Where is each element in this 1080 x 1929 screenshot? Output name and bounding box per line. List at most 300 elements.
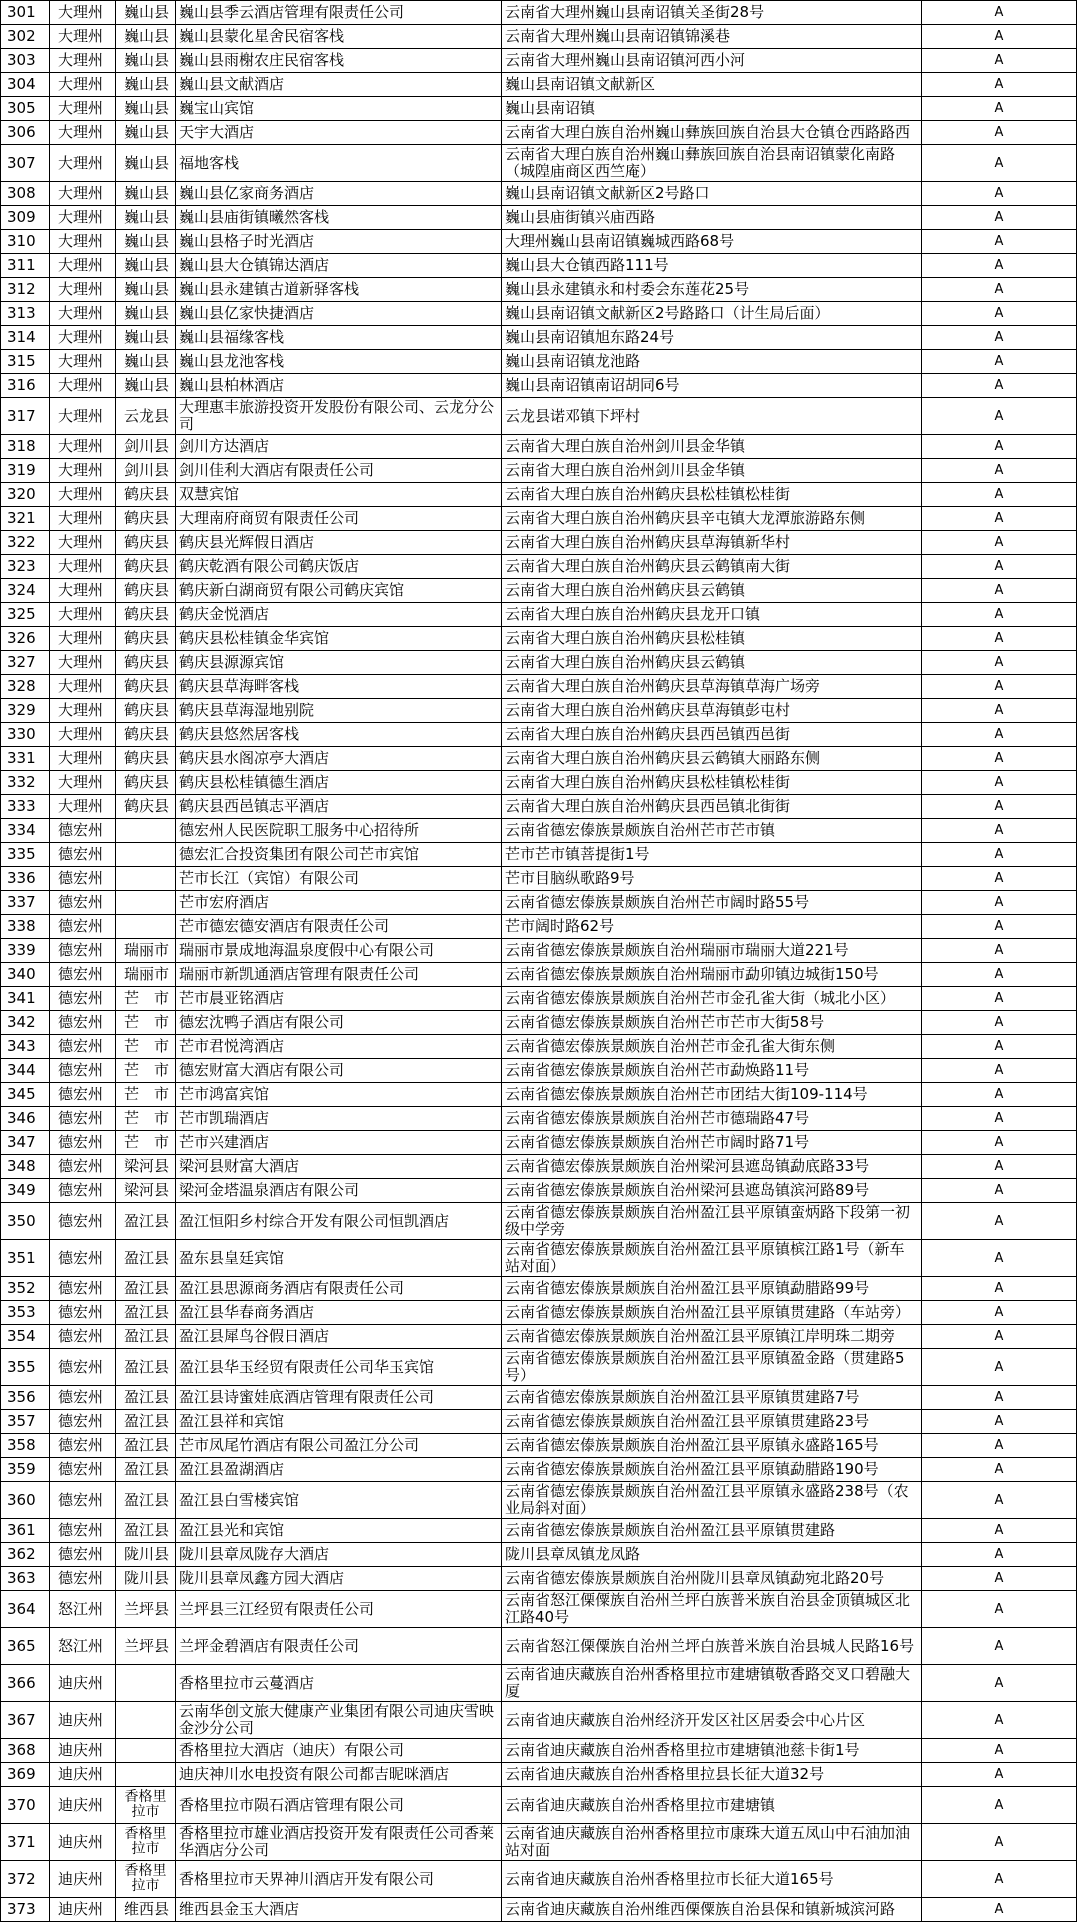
level-cell: A bbox=[922, 1035, 1077, 1059]
row-number: 334 bbox=[1, 819, 50, 843]
row-number: 309 bbox=[1, 206, 50, 230]
address-cell: 巍山县大仓镇西路111号 bbox=[502, 254, 922, 278]
table-row bbox=[1, 1131, 1077, 1155]
address-cell: 云南省大理白族自治州巍山彝族回族自治县南诏镇蒙化南路（城隍庙商区西竺庵） bbox=[502, 145, 922, 182]
level-cell: A bbox=[922, 1458, 1077, 1482]
table-row bbox=[1, 350, 1077, 374]
row-number: 325 bbox=[1, 603, 50, 627]
level-cell: A bbox=[922, 254, 1077, 278]
county-cell: 盈江县 bbox=[116, 1410, 176, 1434]
table-row bbox=[1, 1702, 1077, 1739]
address-cell: 云南省德宏傣族景颇族自治州盈江县平原镇盈金路（贯建路5号） bbox=[502, 1349, 922, 1386]
level-cell: A bbox=[922, 651, 1077, 675]
row-number: 321 bbox=[1, 507, 50, 531]
row-number: 316 bbox=[1, 374, 50, 398]
level-cell: A bbox=[922, 987, 1077, 1011]
county-cell: 鹤庆县 bbox=[116, 507, 176, 531]
county-cell bbox=[116, 1763, 176, 1787]
row-number: 362 bbox=[1, 1543, 50, 1567]
table-row bbox=[1, 1035, 1077, 1059]
level-cell: A bbox=[922, 483, 1077, 507]
county-cell: 鹤庆县 bbox=[116, 771, 176, 795]
address-cell: 云南省大理白族自治州鹤庆县西邑镇西邑街 bbox=[502, 723, 922, 747]
address-cell: 云南省德宏傣族景颇族自治州芒市团结大街109-114号 bbox=[502, 1083, 922, 1107]
county-cell: 盈江县 bbox=[116, 1325, 176, 1349]
county-cell: 盈江县 bbox=[116, 1519, 176, 1543]
level-cell: A bbox=[922, 1179, 1077, 1203]
address-cell: 云南省德宏傣族景颇族自治州盈江县平原镇蛮炳路下段第一初级中学旁 bbox=[502, 1203, 922, 1240]
county-cell: 巍山县 bbox=[116, 73, 176, 97]
table-row bbox=[1, 1301, 1077, 1325]
row-number: 370 bbox=[1, 1787, 50, 1824]
table-row bbox=[1, 25, 1077, 49]
level-cell: A bbox=[922, 1824, 1077, 1861]
address-cell: 云南省德宏傣族景颇族自治州盈江县平原镇勐腊路190号 bbox=[502, 1458, 922, 1482]
level-cell: A bbox=[922, 819, 1077, 843]
table-row bbox=[1, 699, 1077, 723]
level-cell: A bbox=[922, 1787, 1077, 1824]
prefecture-cell: 大理州 bbox=[50, 254, 116, 278]
county-cell: 芒 市 bbox=[116, 987, 176, 1011]
hotel-name-cell: 巍山县文献酒店 bbox=[176, 73, 502, 97]
address-cell: 云南省大理白族自治州鹤庆县松桂镇松桂街 bbox=[502, 483, 922, 507]
row-number: 319 bbox=[1, 459, 50, 483]
level-cell: A bbox=[922, 350, 1077, 374]
address-cell: 云南省大理白族自治州鹤庆县草海镇新华村 bbox=[502, 531, 922, 555]
level-cell: A bbox=[922, 374, 1077, 398]
table-row bbox=[1, 254, 1077, 278]
row-number: 350 bbox=[1, 1203, 50, 1240]
table-row bbox=[1, 1763, 1077, 1787]
level-cell: A bbox=[922, 1083, 1077, 1107]
hotel-name-cell: 鹤庆县源源宾馆 bbox=[176, 651, 502, 675]
level-cell: A bbox=[922, 49, 1077, 73]
table-row bbox=[1, 987, 1077, 1011]
address-cell: 云南省德宏傣族景颇族自治州芒市阔时路71号 bbox=[502, 1131, 922, 1155]
address-cell: 云南省迪庆藏族自治州香格里拉县长征大道32号 bbox=[502, 1763, 922, 1787]
table-row bbox=[1, 206, 1077, 230]
row-number: 346 bbox=[1, 1107, 50, 1131]
address-cell: 巍山县南诏镇文献新区2号路口 bbox=[502, 182, 922, 206]
county-cell: 鹤庆县 bbox=[116, 483, 176, 507]
address-cell: 云南省大理白族自治州剑川县金华镇 bbox=[502, 435, 922, 459]
county-cell: 盈江县 bbox=[116, 1301, 176, 1325]
county-cell: 巍山县 bbox=[116, 350, 176, 374]
address-cell: 陇川县章凤镇龙凤路 bbox=[502, 1543, 922, 1567]
row-number: 347 bbox=[1, 1131, 50, 1155]
table-row bbox=[1, 326, 1077, 350]
address-cell: 云南省迪庆藏族自治州香格里拉市康珠大道五凤山中石油加油站对面 bbox=[502, 1824, 922, 1861]
level-cell: A bbox=[922, 939, 1077, 963]
address-cell: 云南省怒江傈僳族自治州兰坪白族普米族自治县城人民路16号 bbox=[502, 1628, 922, 1665]
prefecture-cell: 德宏州 bbox=[50, 1567, 116, 1591]
hotel-name-cell: 芒市兴建酒店 bbox=[176, 1131, 502, 1155]
table-row bbox=[1, 939, 1077, 963]
table-row bbox=[1, 555, 1077, 579]
level-cell: A bbox=[922, 1131, 1077, 1155]
row-number: 303 bbox=[1, 49, 50, 73]
table-row bbox=[1, 398, 1077, 435]
county-cell: 盈江县 bbox=[116, 1240, 176, 1277]
hotel-name-cell: 芒市长江（宾馆）有限公司 bbox=[176, 867, 502, 891]
hotel-name-cell: 天宇大酒店 bbox=[176, 121, 502, 145]
hotel-name-cell: 盈江县白雪楼宾馆 bbox=[176, 1482, 502, 1519]
level-cell: A bbox=[922, 1386, 1077, 1410]
county-cell: 鹤庆县 bbox=[116, 531, 176, 555]
county-cell bbox=[116, 1702, 176, 1739]
county-cell: 瑞丽市 bbox=[116, 939, 176, 963]
prefecture-cell: 大理州 bbox=[50, 435, 116, 459]
table-row bbox=[1, 1787, 1077, 1824]
table-row bbox=[1, 507, 1077, 531]
hotel-name-cell: 鹤庆县松桂镇金华宾馆 bbox=[176, 627, 502, 651]
county-cell: 芒 市 bbox=[116, 1059, 176, 1083]
prefecture-cell: 德宏州 bbox=[50, 1035, 116, 1059]
table-row bbox=[1, 1665, 1077, 1702]
level-cell: A bbox=[922, 1349, 1077, 1386]
prefecture-cell: 德宏州 bbox=[50, 1131, 116, 1155]
level-cell: A bbox=[922, 1011, 1077, 1035]
county-cell: 兰坪县 bbox=[116, 1628, 176, 1665]
table-row bbox=[1, 1277, 1077, 1301]
prefecture-cell: 大理州 bbox=[50, 278, 116, 302]
hotel-name-cell: 香格里拉市陨石酒店管理有限公司 bbox=[176, 1787, 502, 1824]
prefecture-cell: 迪庆州 bbox=[50, 1763, 116, 1787]
level-cell: A bbox=[922, 1665, 1077, 1702]
hotel-name-cell: 陇川县章凤鑫方园大酒店 bbox=[176, 1567, 502, 1591]
row-number: 308 bbox=[1, 182, 50, 206]
level-cell: A bbox=[922, 459, 1077, 483]
county-cell bbox=[116, 1665, 176, 1702]
prefecture-cell: 怒江州 bbox=[50, 1591, 116, 1628]
county-cell: 剑川县 bbox=[116, 435, 176, 459]
county-cell: 鹤庆县 bbox=[116, 579, 176, 603]
address-cell: 云南省大理白族自治州鹤庆县云鹤镇 bbox=[502, 579, 922, 603]
prefecture-cell: 大理州 bbox=[50, 747, 116, 771]
address-cell: 云南省迪庆藏族自治州香格里拉市建塘镇池慈卡街1号 bbox=[502, 1739, 922, 1763]
level-cell: A bbox=[922, 182, 1077, 206]
table-row bbox=[1, 1628, 1077, 1665]
table-row bbox=[1, 1349, 1077, 1386]
hotel-name-cell: 芒市宏府酒店 bbox=[176, 891, 502, 915]
address-cell: 云南省迪庆藏族自治州香格里拉市长征大道165号 bbox=[502, 1861, 922, 1898]
address-cell: 云南省迪庆藏族自治州经济开发区社区居委会中心片区 bbox=[502, 1702, 922, 1739]
county-cell: 瑞丽市 bbox=[116, 963, 176, 987]
address-cell: 云龙县诺邓镇下坪村 bbox=[502, 398, 922, 435]
prefecture-cell: 大理州 bbox=[50, 145, 116, 182]
row-number: 302 bbox=[1, 25, 50, 49]
hotel-name-cell: 梁河金塔温泉酒店有限公司 bbox=[176, 1179, 502, 1203]
county-cell: 巍山县 bbox=[116, 1, 176, 25]
row-number: 304 bbox=[1, 73, 50, 97]
hotel-name-cell: 巍宝山宾馆 bbox=[176, 97, 502, 121]
level-cell: A bbox=[922, 747, 1077, 771]
hotel-name-cell: 盈东县皇廷宾馆 bbox=[176, 1240, 502, 1277]
row-number: 336 bbox=[1, 867, 50, 891]
county-cell: 巍山县 bbox=[116, 182, 176, 206]
table-row bbox=[1, 121, 1077, 145]
county-cell: 巍山县 bbox=[116, 121, 176, 145]
county-cell: 鹤庆县 bbox=[116, 699, 176, 723]
row-number: 344 bbox=[1, 1059, 50, 1083]
table-row bbox=[1, 302, 1077, 326]
level-cell: A bbox=[922, 963, 1077, 987]
prefecture-cell: 大理州 bbox=[50, 182, 116, 206]
hotel-name-cell: 德宏财富大酒店有限公司 bbox=[176, 1059, 502, 1083]
prefecture-cell: 德宏州 bbox=[50, 987, 116, 1011]
row-number: 366 bbox=[1, 1665, 50, 1702]
table-row bbox=[1, 747, 1077, 771]
table-row bbox=[1, 230, 1077, 254]
hotel-name-cell: 瑞丽市景成地海温泉度假中心有限公司 bbox=[176, 939, 502, 963]
hotel-name-cell: 兰坪县三江经贸有限责任公司 bbox=[176, 1591, 502, 1628]
table-row bbox=[1, 1434, 1077, 1458]
prefecture-cell: 德宏州 bbox=[50, 1155, 116, 1179]
address-cell: 云南省德宏傣族景颇族自治州芒市金孔雀大街（城北小区） bbox=[502, 987, 922, 1011]
county-cell: 梁河县 bbox=[116, 1155, 176, 1179]
county-cell: 维西县 bbox=[116, 1898, 176, 1922]
county-cell: 兰坪县 bbox=[116, 1591, 176, 1628]
row-number: 340 bbox=[1, 963, 50, 987]
county-cell: 芒 市 bbox=[116, 1131, 176, 1155]
hotel-name-cell: 鹤庆县松桂镇德生酒店 bbox=[176, 771, 502, 795]
prefecture-cell: 德宏州 bbox=[50, 891, 116, 915]
address-cell: 云南省德宏傣族景颇族自治州梁河县遮岛镇勐底路33号 bbox=[502, 1155, 922, 1179]
address-cell: 巍山县南诏镇文献新区 bbox=[502, 73, 922, 97]
level-cell: A bbox=[922, 1277, 1077, 1301]
address-cell: 云南省德宏傣族景颇族自治州盈江县平原镇永盛路165号 bbox=[502, 1434, 922, 1458]
hotel-name-cell: 巍山县雨榭农庄民宿客栈 bbox=[176, 49, 502, 73]
county-cell bbox=[116, 915, 176, 939]
row-number: 310 bbox=[1, 230, 50, 254]
prefecture-cell: 德宏州 bbox=[50, 1301, 116, 1325]
hotel-name-cell: 鹤庆县草海畔客栈 bbox=[176, 675, 502, 699]
row-number: 343 bbox=[1, 1035, 50, 1059]
county-cell: 巍山县 bbox=[116, 302, 176, 326]
hotel-name-cell: 鹤庆县光辉假日酒店 bbox=[176, 531, 502, 555]
level-cell: A bbox=[922, 230, 1077, 254]
row-number: 333 bbox=[1, 795, 50, 819]
prefecture-cell: 大理州 bbox=[50, 49, 116, 73]
level-cell: A bbox=[922, 531, 1077, 555]
hotel-name-cell: 瑞丽市新凯通酒店管理有限责任公司 bbox=[176, 963, 502, 987]
county-cell bbox=[116, 819, 176, 843]
prefecture-cell: 大理州 bbox=[50, 230, 116, 254]
level-cell: A bbox=[922, 507, 1077, 531]
county-cell: 巍山县 bbox=[116, 374, 176, 398]
county-cell: 盈江县 bbox=[116, 1458, 176, 1482]
hotel-name-cell: 香格里拉市雄业酒店投资开发有限责任公司香莱华酒店分公司 bbox=[176, 1824, 502, 1861]
row-number: 318 bbox=[1, 435, 50, 459]
county-cell bbox=[116, 1739, 176, 1763]
level-cell: A bbox=[922, 1543, 1077, 1567]
row-number: 351 bbox=[1, 1240, 50, 1277]
address-cell: 云南省德宏傣族景颇族自治州盈江县平原镇贯建路 bbox=[502, 1519, 922, 1543]
address-cell: 云南省德宏傣族景颇族自治州瑞丽市勐卯镇边城街150号 bbox=[502, 963, 922, 987]
address-cell: 云南省德宏傣族景颇族自治州芒市德瑞路47号 bbox=[502, 1107, 922, 1131]
address-cell: 云南省德宏傣族景颇族自治州陇川县章凤镇勐宛北路20号 bbox=[502, 1567, 922, 1591]
prefecture-cell: 大理州 bbox=[50, 795, 116, 819]
county-cell: 鹤庆县 bbox=[116, 651, 176, 675]
level-cell: A bbox=[922, 1155, 1077, 1179]
row-number: 317 bbox=[1, 398, 50, 435]
prefecture-cell: 大理州 bbox=[50, 302, 116, 326]
prefecture-cell: 大理州 bbox=[50, 627, 116, 651]
hotel-name-cell: 巍山县亿家快捷酒店 bbox=[176, 302, 502, 326]
county-cell: 陇川县 bbox=[116, 1567, 176, 1591]
prefecture-cell: 大理州 bbox=[50, 97, 116, 121]
table-row bbox=[1, 1861, 1077, 1898]
hotel-name-cell: 香格里拉市云蔓酒店 bbox=[176, 1665, 502, 1702]
row-number: 322 bbox=[1, 531, 50, 555]
level-cell: A bbox=[922, 1519, 1077, 1543]
prefecture-cell: 大理州 bbox=[50, 25, 116, 49]
hotel-name-cell: 梁河县财富大酒店 bbox=[176, 1155, 502, 1179]
row-number: 332 bbox=[1, 771, 50, 795]
row-number: 341 bbox=[1, 987, 50, 1011]
county-cell: 巍山县 bbox=[116, 145, 176, 182]
level-cell: A bbox=[922, 1107, 1077, 1131]
level-cell: A bbox=[922, 891, 1077, 915]
level-cell: A bbox=[922, 795, 1077, 819]
hotel-name-cell: 芒市德宏德安酒店有限责任公司 bbox=[176, 915, 502, 939]
table-row bbox=[1, 579, 1077, 603]
table-row bbox=[1, 1179, 1077, 1203]
hotel-name-cell: 鹤庆金悦酒店 bbox=[176, 603, 502, 627]
prefecture-cell: 德宏州 bbox=[50, 1240, 116, 1277]
prefecture-cell: 大理州 bbox=[50, 374, 116, 398]
prefecture-cell: 德宏州 bbox=[50, 1434, 116, 1458]
hotel-name-cell: 盈江县华春商务酒店 bbox=[176, 1301, 502, 1325]
county-cell: 盈江县 bbox=[116, 1277, 176, 1301]
table-row bbox=[1, 1107, 1077, 1131]
address-cell: 巍山县南诏镇 bbox=[502, 97, 922, 121]
table-row bbox=[1, 49, 1077, 73]
prefecture-cell: 德宏州 bbox=[50, 1059, 116, 1083]
table-row bbox=[1, 459, 1077, 483]
level-cell: A bbox=[922, 398, 1077, 435]
county-cell: 鹤庆县 bbox=[116, 747, 176, 771]
hotel-name-cell: 巍山县蒙化星舍民宿客栈 bbox=[176, 25, 502, 49]
hotel-name-cell: 鹤庆县草海湿地别院 bbox=[176, 699, 502, 723]
hotel-name-cell: 福地客栈 bbox=[176, 145, 502, 182]
row-number: 330 bbox=[1, 723, 50, 747]
hotel-name-cell: 云南华创文旅大健康产业集团有限公司迪庆雪映金沙分公司 bbox=[176, 1702, 502, 1739]
row-number: 307 bbox=[1, 145, 50, 182]
table-row bbox=[1, 963, 1077, 987]
hotel-name-cell: 香格里拉市天界神川酒店开发有限公司 bbox=[176, 1861, 502, 1898]
level-cell: A bbox=[922, 1301, 1077, 1325]
prefecture-cell: 德宏州 bbox=[50, 939, 116, 963]
county-cell: 巍山县 bbox=[116, 49, 176, 73]
county-cell bbox=[116, 891, 176, 915]
row-number: 365 bbox=[1, 1628, 50, 1665]
row-number: 357 bbox=[1, 1410, 50, 1434]
hotel-name-cell: 剑川方达酒店 bbox=[176, 435, 502, 459]
county-cell: 芒 市 bbox=[116, 1011, 176, 1035]
prefecture-cell: 大理州 bbox=[50, 723, 116, 747]
prefecture-cell: 迪庆州 bbox=[50, 1861, 116, 1898]
prefecture-cell: 大理州 bbox=[50, 531, 116, 555]
table-row bbox=[1, 675, 1077, 699]
hotel-name-cell: 芒市凤尾竹酒店有限公司盈江分公司 bbox=[176, 1434, 502, 1458]
table-row bbox=[1, 1240, 1077, 1277]
hotel-name-cell: 大理惠丰旅游投资开发股份有限公司、云龙分公司 bbox=[176, 398, 502, 435]
level-cell: A bbox=[922, 627, 1077, 651]
address-cell: 云南省迪庆藏族自治州维西傈僳族自治县保和镇新城滨河路 bbox=[502, 1898, 922, 1922]
row-number: 315 bbox=[1, 350, 50, 374]
prefecture-cell: 德宏州 bbox=[50, 1543, 116, 1567]
row-number: 326 bbox=[1, 627, 50, 651]
level-cell: A bbox=[922, 699, 1077, 723]
table-row bbox=[1, 915, 1077, 939]
table-row bbox=[1, 278, 1077, 302]
address-cell: 云南省大理州巍山县南诏镇锦溪巷 bbox=[502, 25, 922, 49]
hotel-name-cell: 迪庆神川水电投资有限公司都吉昵咪酒店 bbox=[176, 1763, 502, 1787]
county-cell: 盈江县 bbox=[116, 1203, 176, 1240]
county-cell: 巍山县 bbox=[116, 206, 176, 230]
hotel-name-cell: 剑川佳利大酒店有限责任公司 bbox=[176, 459, 502, 483]
county-cell: 陇川县 bbox=[116, 1543, 176, 1567]
hotel-name-cell: 巍山县季云酒店管理有限责任公司 bbox=[176, 1, 502, 25]
prefecture-cell: 德宏州 bbox=[50, 963, 116, 987]
row-number: 364 bbox=[1, 1591, 50, 1628]
table-row bbox=[1, 1386, 1077, 1410]
hotel-name-cell: 香格里拉大酒店（迪庆）有限公司 bbox=[176, 1739, 502, 1763]
address-cell: 云南省大理州巍山县南诏镇关圣街28号 bbox=[502, 1, 922, 25]
address-cell: 云南省德宏傣族景颇族自治州芒市金孔雀大街东侧 bbox=[502, 1035, 922, 1059]
row-number: 360 bbox=[1, 1482, 50, 1519]
row-number: 311 bbox=[1, 254, 50, 278]
row-number: 372 bbox=[1, 1861, 50, 1898]
address-cell: 云南省迪庆藏族自治州香格里拉市建塘镇敬香路交叉口碧融大厦 bbox=[502, 1665, 922, 1702]
prefecture-cell: 大理州 bbox=[50, 507, 116, 531]
table-row bbox=[1, 182, 1077, 206]
address-cell: 巍山县南诏镇文献新区2号路路口（计生局后面） bbox=[502, 302, 922, 326]
hotel-name-cell: 盈江县祥和宾馆 bbox=[176, 1410, 502, 1434]
prefecture-cell: 德宏州 bbox=[50, 1410, 116, 1434]
address-cell: 云南省德宏傣族景颇族自治州盈江县平原镇槟江路1号（新车站对面） bbox=[502, 1240, 922, 1277]
address-cell: 云南省大理白族自治州鹤庆县云鹤镇大丽路东侧 bbox=[502, 747, 922, 771]
level-cell: A bbox=[922, 145, 1077, 182]
table-row bbox=[1, 1083, 1077, 1107]
table-row bbox=[1, 603, 1077, 627]
level-cell: A bbox=[922, 278, 1077, 302]
level-cell: A bbox=[922, 206, 1077, 230]
prefecture-cell: 大理州 bbox=[50, 121, 116, 145]
prefecture-cell: 大理州 bbox=[50, 699, 116, 723]
hotel-name-cell: 盈江县光和宾馆 bbox=[176, 1519, 502, 1543]
table-row bbox=[1, 771, 1077, 795]
prefecture-cell: 德宏州 bbox=[50, 1083, 116, 1107]
level-cell: A bbox=[922, 723, 1077, 747]
level-cell: A bbox=[922, 603, 1077, 627]
table-row bbox=[1, 1739, 1077, 1763]
county-cell: 剑川县 bbox=[116, 459, 176, 483]
level-cell: A bbox=[922, 1591, 1077, 1628]
table-row bbox=[1, 795, 1077, 819]
county-cell: 鹤庆县 bbox=[116, 555, 176, 579]
row-number: 320 bbox=[1, 483, 50, 507]
hotel-name-cell: 陇川县章凤陇存大酒店 bbox=[176, 1543, 502, 1567]
row-number: 324 bbox=[1, 579, 50, 603]
row-number: 314 bbox=[1, 326, 50, 350]
row-number: 342 bbox=[1, 1011, 50, 1035]
prefecture-cell: 德宏州 bbox=[50, 1179, 116, 1203]
row-number: 301 bbox=[1, 1, 50, 25]
county-cell: 鹤庆县 bbox=[116, 675, 176, 699]
prefecture-cell: 大理州 bbox=[50, 350, 116, 374]
